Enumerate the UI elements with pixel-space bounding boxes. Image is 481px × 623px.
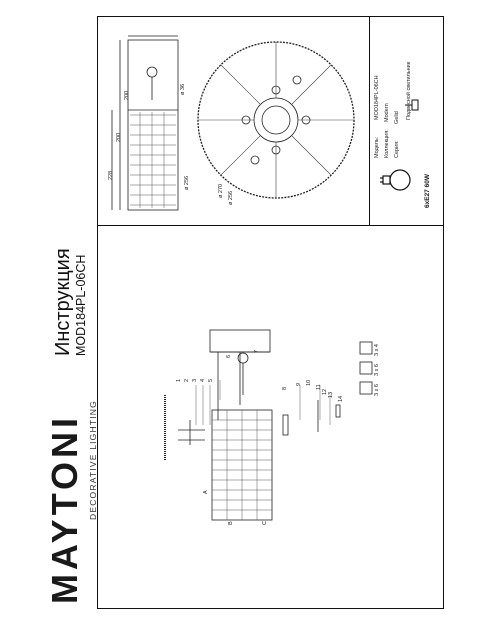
- callout-14: 14: [338, 395, 344, 402]
- plan-view-drawing: [198, 42, 354, 198]
- dimension-label-1: 200: [116, 132, 122, 142]
- dimension-label-4: ø 36: [180, 83, 186, 95]
- spec-model-label: Модель:: [374, 136, 380, 158]
- side-elevation-drawing: [112, 36, 178, 210]
- callout-6: 6: [226, 354, 232, 358]
- diameter-label-outer: ø 270: [218, 183, 224, 198]
- callout-5: 5: [208, 378, 214, 382]
- callout-13: 13: [328, 391, 334, 398]
- callout-1: 1: [176, 378, 182, 382]
- brand-logo: MAYTONI: [44, 413, 85, 604]
- spec-type-value: Подвесной светильник: [406, 61, 412, 120]
- document-title: Инструкция: [52, 248, 74, 356]
- letter-a: A: [203, 490, 209, 494]
- callout-3: 3: [192, 378, 198, 382]
- document-model: MOD184PL-06CH: [74, 254, 88, 356]
- callout-8: 8: [282, 386, 288, 390]
- callout-12: 12: [322, 388, 328, 395]
- spec-collection-label: Коллекция:: [384, 129, 390, 158]
- diameter-label-inner: ø 256: [228, 190, 234, 205]
- spec-collection-value: Modern: [384, 103, 390, 122]
- callout-11: 11: [316, 384, 322, 390]
- callout-9: 9: [296, 382, 302, 386]
- spec-model-value: MOD184PL-06CH: [374, 75, 380, 120]
- kit-item-3: 3 x 6: [374, 384, 380, 396]
- spec-series-label: Серия:: [394, 140, 400, 158]
- kit-item-2: 3 x 6: [374, 364, 380, 376]
- bulb-spec: 6xE27 60W: [424, 174, 431, 208]
- kit-item-1: 3 x 4: [374, 344, 380, 356]
- letter-c: C: [262, 521, 268, 525]
- dimension-label-5: ø 256: [184, 175, 190, 190]
- dimension-label-3: 200: [124, 90, 130, 100]
- bulb-icon: [380, 170, 410, 190]
- dimension-label-2: 228: [108, 170, 114, 180]
- letter-b: B: [228, 521, 234, 525]
- brand-tagline: DECORATIVE LIGHTING: [88, 400, 98, 520]
- callout-4: 4: [200, 378, 206, 382]
- assembly-drawing: [165, 330, 372, 520]
- callout-2: 2: [184, 378, 190, 382]
- callout-7: 7: [254, 349, 260, 353]
- callout-10: 10: [306, 379, 312, 386]
- spec-series-value: Gelid: [394, 111, 400, 124]
